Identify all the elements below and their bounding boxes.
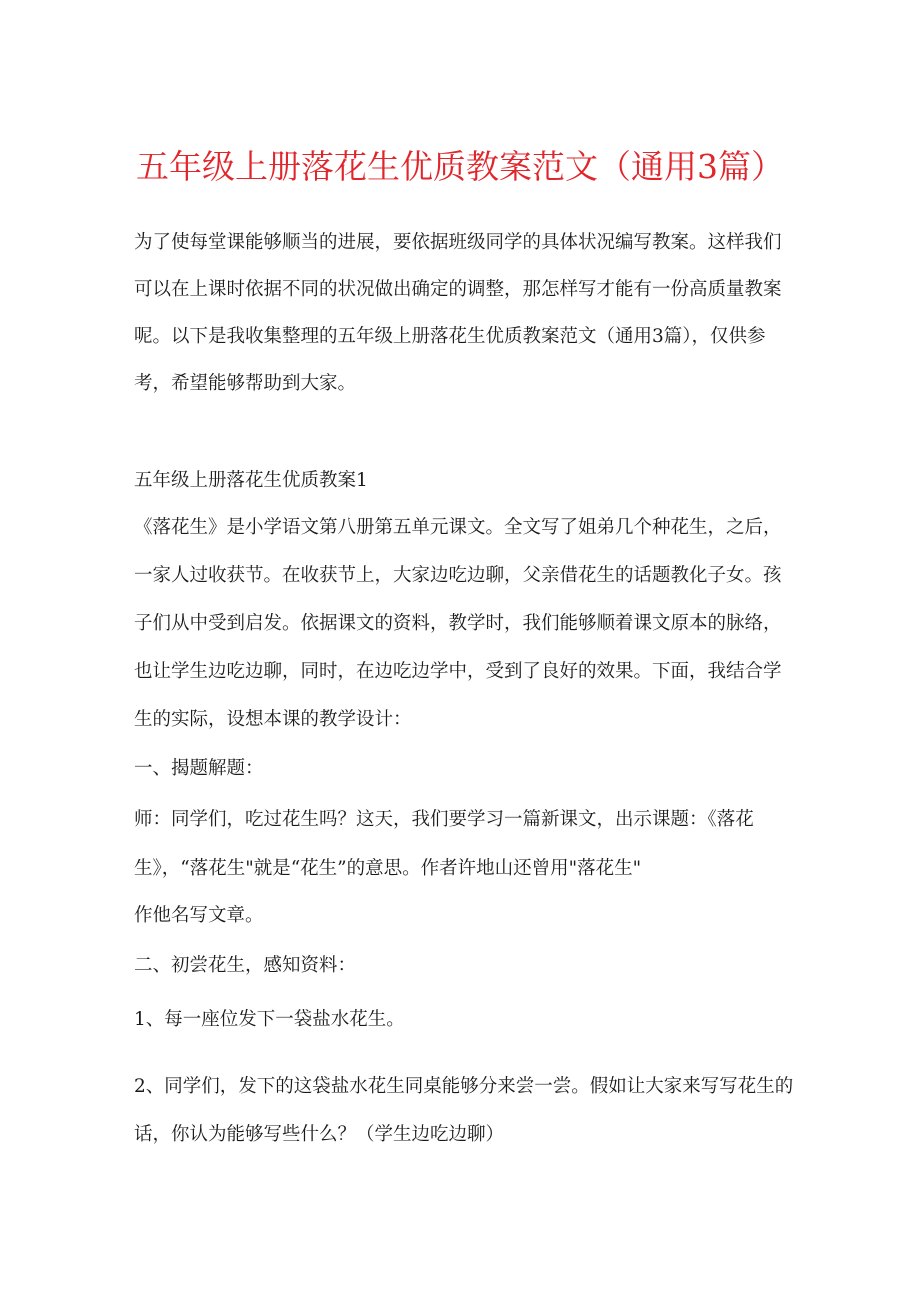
- paragraph-line: 子们从中受到启发。依据课文的资料，教学时，我们能够顺着课文原本的脉络，: [134, 613, 782, 634]
- intro-line: 考，希望能够帮助到大家。: [134, 373, 357, 394]
- teacher-line: 生》，“落花生"就是“花生”的意思。作者许地山还曾用"落花生": [134, 858, 642, 879]
- step-one-heading: 一、揭题解题：: [134, 758, 264, 779]
- paragraph-line: 也让学生边吃边聊，同时，在边吃边学中，受到了良好的效果。下面，我结合学: [134, 661, 782, 682]
- paragraph-line: 生的实际，设想本课的教学设计：: [134, 709, 412, 730]
- intro-line: 呢。以下是我收集整理的五年级上册落花生优质教案范文（通用3篇），仅供参: [134, 326, 766, 347]
- list-item: 1、每一座位发下一袋盐水花生。: [134, 1009, 405, 1030]
- teacher-line: 师：同学们，吃过花生吗？这天，我们要学习一篇新课文，出示课题：《落花: [134, 809, 754, 830]
- intro-line: 为了使每堂课能够顺当的进展，要依据班级同学的具体状况编写教案。这样我们: [134, 232, 782, 253]
- section-heading: 五年级上册落花生优质教案1: [134, 470, 368, 491]
- paragraph-line: 一家人过收获节。在收获节上，大家边吃边聊，父亲借花生的话题教化子女。孩: [134, 565, 782, 586]
- document-title: 五年级上册落花生优质教案范文（通用3篇）: [136, 147, 784, 186]
- list-item: 话，你认为能够写些什么？（学生边吃边聊）: [134, 1124, 505, 1145]
- intro-line: 可以在上课时依据不同的状况做出确定的调整，那怎样写才能有一份高质量教案: [134, 279, 782, 300]
- teacher-line: 作他名写文章。: [134, 905, 264, 926]
- list-item: 2、同学们，发下的这袋盐水花生同桌能够分来尝一尝。假如让大家来写写花生的: [134, 1076, 794, 1097]
- paragraph-line: 《落花生》是小学语文第八册第五单元课文。全文写了姐弟几个种花生，之后，: [134, 517, 782, 538]
- step-two-heading: 二、初尝花生，感知资料：: [134, 955, 357, 976]
